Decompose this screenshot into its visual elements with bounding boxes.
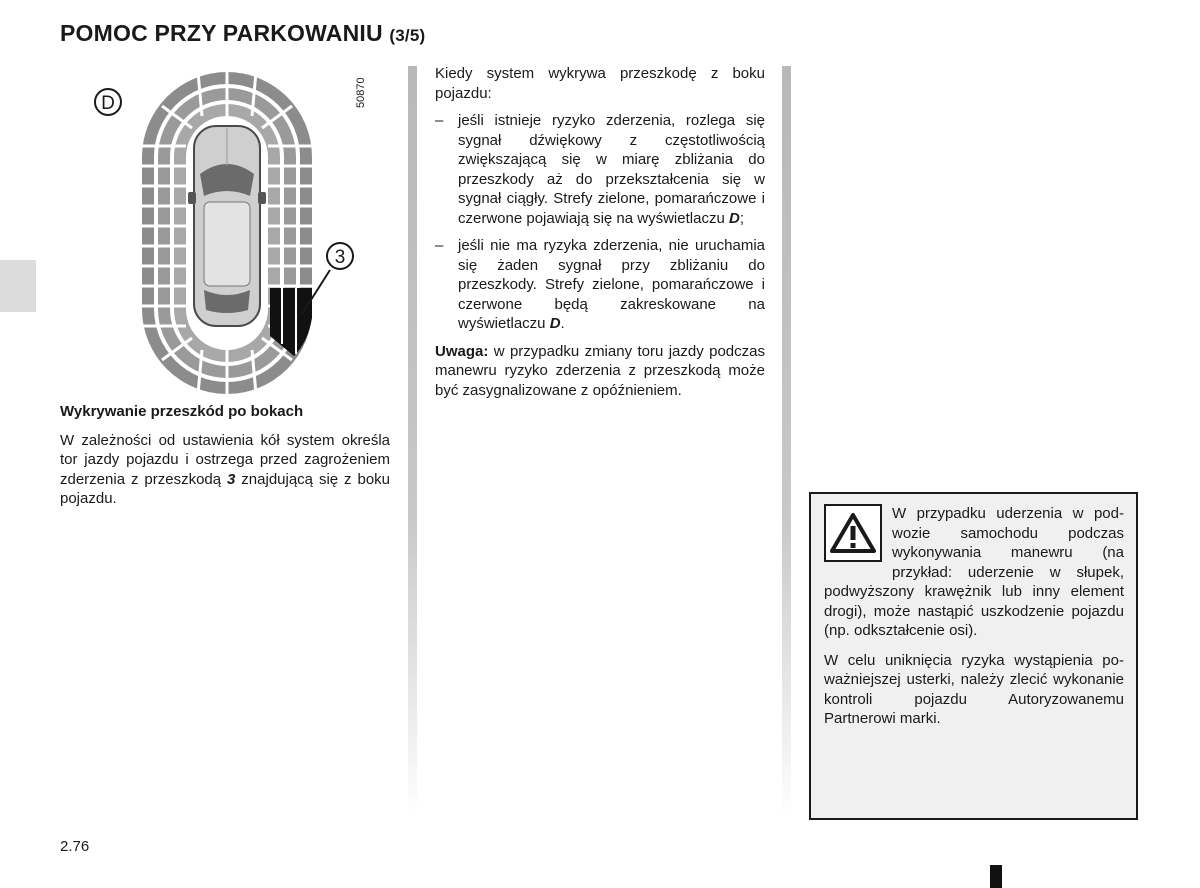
- parking-sensor-diagram: [90, 66, 390, 396]
- section-heading: Wykrywanie przeszkód po bokach: [60, 403, 304, 420]
- warning-box: [809, 492, 1138, 820]
- parking-display-illustration: [90, 66, 390, 396]
- column-divider-right: [782, 66, 791, 818]
- page-title: [60, 20, 425, 47]
- page-marker: [990, 865, 1002, 888]
- side-detection-section: [60, 402, 390, 509]
- column-divider-left: [408, 66, 417, 818]
- list-item: – jeśli istnieje ryzyko zderzenia, rozlega się sygnał dźwiękowy z częstotliwością zwiększającą się w miarę zbliżania do przeszkody aż do przekształcenia się w sygnał ciągły. Strefy zielone, pomarańczowe i czerwone pojawiają się na wyświetlaczu D;: [435, 112, 765, 227]
- list-item: – jeśli nie ma ryzyka zderzenia, nie uruchamia się żaden sygnał przy zbliżaniu do przeszkody. Strefy zielone, pomarańczowe i czerwone będą zakreskowane na wyświetlaczu D.: [435, 237, 765, 332]
- section-tab: [0, 260, 36, 312]
- figure-code: 50870: [355, 77, 367, 108]
- ref-3: 3: [227, 470, 236, 488]
- warning-paragraph-1: W przypadku uderzenia w podwozie samochodu podczas wykonywania manewru (na przykład: uderzenie w słupek, podwyższony krawężnik lub inny element drogi), może nastąpić uszkodzenie pojazdu (np. odkształcenie osi).: [824, 505, 1124, 639]
- note-text: Uwaga: w przypadku zmiany toru jazdy podczas manewru ryzyko zderzenia z przeszkodą może być zasygnalizowane z opóźnieniem.: [435, 342, 765, 399]
- page-part-indicator: (3/5): [389, 26, 426, 45]
- warning-paragraph-2: W celu uniknięcia ryzyka wystąpienia poważniejszej usterki, należy zlecić wykonanie kontroli pojazdu Autoryzowanemu Partnerowi marki.: [824, 651, 1124, 727]
- label-3: 3: [334, 247, 346, 268]
- page-number: 2.76: [60, 838, 90, 855]
- section-paragraph: W zależności od ustawienia kół system określa tor jazdy pojazdu i ostrzega przed zagrożeniem zderzenia z przeszkodą 3 znajdującą się z boku pojazdu.: [60, 431, 391, 507]
- car-top-view: [188, 126, 266, 326]
- label-d: D: [101, 93, 115, 114]
- page-title-text: POMOC PRZY PARKOWANIU: [60, 20, 383, 46]
- warning-triangle-icon: [824, 504, 882, 562]
- intro-text: Kiedy system wykrywa przeszkodę z boku pojazdu:: [435, 65, 765, 102]
- detection-behavior-section: [435, 64, 765, 408]
